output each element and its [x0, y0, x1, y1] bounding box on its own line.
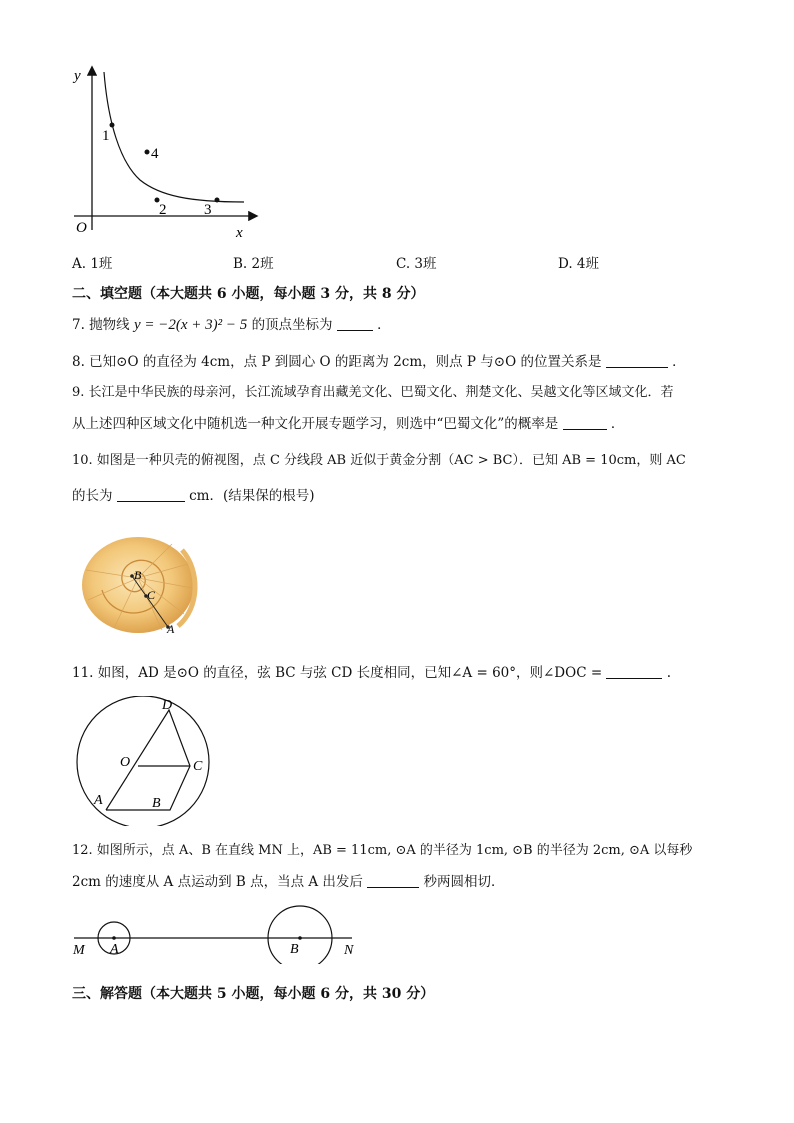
question-11: 11. 如图，AD 是⊙O 的直径，弦 BC 与弦 CD 长度相同，已知∠A = 60°，则∠DOC = .: [72, 665, 672, 681]
point-1-label: 1: [102, 128, 110, 144]
label-c: C: [193, 759, 203, 774]
label-m: M: [73, 943, 85, 958]
q10-line2-pre: 的长为: [72, 488, 113, 504]
label-o: O: [120, 755, 131, 770]
point-2-label: 2: [159, 202, 167, 218]
hyperbola-curve: [104, 72, 244, 202]
option-c: C. 3班: [396, 256, 437, 272]
q7-equation: y = −2(x + 3)² − 5: [133, 317, 248, 333]
question-7: 7. 抛物线 y = −2(x + 3)² − 5 的顶点坐标为 ．: [72, 317, 391, 333]
section3-heading: 三、解答题（本大题共 5 小题，每小题 6 分，共 30 分）: [72, 986, 435, 1002]
circle-figure: [70, 696, 220, 826]
section2-heading: 二、填空题（本大题共 6 小题，每小题 3 分，共 8 分）: [72, 286, 425, 302]
q9-answer-blank[interactable]: [563, 415, 607, 430]
q7-post: 的顶点坐标为: [251, 317, 333, 333]
label-a: A: [167, 622, 175, 636]
question-9-line2: 从上述四种区域文化中随机选一种文化开展专题学习，则选中“巴蜀文化”的概率是 ．: [72, 416, 625, 432]
chords: [106, 710, 190, 810]
option-d: D. 4班: [558, 256, 600, 272]
point-3-label: 3: [204, 202, 212, 218]
q10-line2-post: cm．(结果保的根号): [189, 488, 315, 504]
label-b: B: [134, 568, 142, 582]
center-a: [112, 936, 116, 940]
center-b: [298, 936, 302, 940]
q11-text: 11. 如图，AD 是⊙O 的直径，弦 BC 与弦 CD 长度相同，已知∠A = 60°，则∠DOC =: [72, 665, 603, 681]
point-4: [145, 150, 150, 155]
label-a: A: [110, 942, 119, 957]
curve-figure: [60, 62, 270, 242]
q12-line1: 12. 如图所示，点 A、B 在直线 MN 上，AB = 11cm, ⊙A 的半径为 1cm, ⊙B 的半径为 2cm, ⊙A 以每秒: [72, 843, 693, 858]
x-axis-label: x: [236, 225, 243, 241]
question-8: 8. 已知⊙O 的直径为 4cm，点 P 到圆心 O 的距离为 2cm，则点 P 与⊙O 的位置关系是 ．: [72, 354, 686, 370]
question-10-line2: [72, 486, 315, 506]
q11-answer-blank[interactable]: [606, 664, 662, 679]
point-1: [110, 123, 115, 128]
q12-line2-pre: 2cm 的速度从 A 点运动到 B 点，当点 A 出发后: [72, 874, 363, 890]
label-c: C: [147, 588, 156, 602]
q12-answer-blank[interactable]: [367, 873, 419, 888]
origin-label: O: [76, 220, 87, 236]
point-3: [215, 198, 220, 203]
label-a: A: [94, 793, 103, 808]
label-b: B: [290, 942, 299, 957]
point-4-label: 4: [151, 146, 159, 162]
option-a: A. 1班: [72, 256, 113, 272]
q7-pre: 7. 抛物线: [72, 317, 130, 333]
line-figure: [68, 900, 368, 964]
q9-line1: 9. 长江是中华民族的母亲河，长江流域孕育出藏羌文化、巴蜀文化、荆楚文化、吴越文化等区域文化．若: [72, 385, 674, 400]
q7-answer-blank[interactable]: [337, 316, 373, 331]
q10-answer-blank[interactable]: [117, 487, 185, 502]
shell-figure: [76, 530, 206, 640]
label-d: D: [162, 698, 173, 713]
label-n: N: [344, 943, 354, 958]
q12-line2-post: 秒两圆相切．: [423, 874, 505, 890]
option-b: B. 2班: [233, 256, 274, 272]
q9-line2: 从上述四种区域文化中随机选一种文化开展专题学习，则选中“巴蜀文化”的概率是: [72, 416, 559, 432]
q10-line1: 10. 如图是一种贝壳的俯视图，点 C 分线段 AB 近似于黄金分割（AC > BC）．已知 AB = 10cm，则 AC: [72, 453, 686, 468]
question-12-line2: [72, 872, 505, 892]
label-b: B: [152, 796, 161, 811]
y-axis-label: y: [74, 68, 81, 84]
q8-text: 8. 已知⊙O 的直径为 4cm，点 P 到圆心 O 的距离为 2cm，则点 P 与⊙O 的位置关系是: [72, 354, 602, 370]
circle-b: [268, 906, 332, 964]
q8-answer-blank[interactable]: [606, 353, 668, 368]
